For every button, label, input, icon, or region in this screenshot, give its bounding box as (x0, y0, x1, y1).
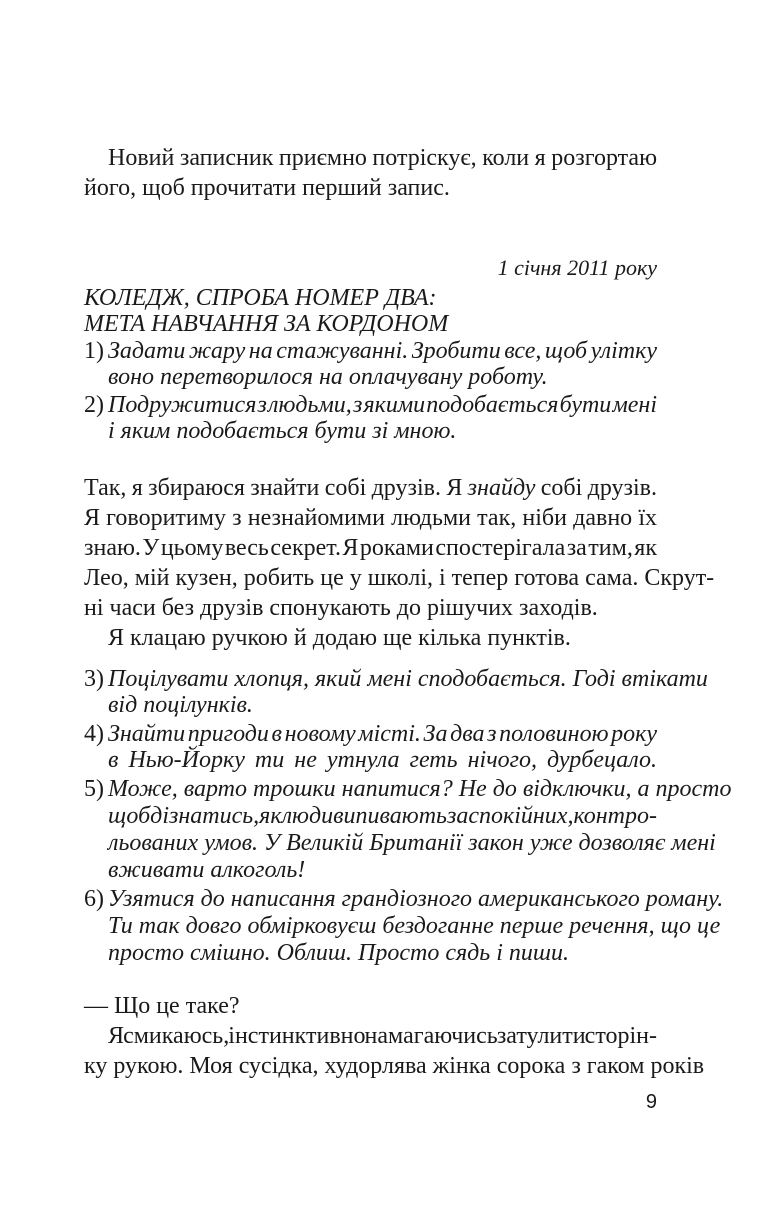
list-text: щоб дізнатись, як люди випивають за спокійних, контро- (108, 803, 657, 829)
text-line: Я клацаю ручкою й додаю ще кілька пунктів. (108, 625, 571, 651)
heading-line: МЕТА НАВЧАННЯ ЗА КОРДОНОМ (84, 311, 449, 337)
text-line: Я говоритиму з незнайомими людьми так, ніби давно їх (84, 505, 657, 531)
list-text: просто смішно. Облиш. Просто сядь і пиши. (108, 940, 570, 966)
list-text: Поцілувати хлопця, який мені сподобається. Годі втікати (108, 666, 708, 692)
text-run: Так, я збираюся знайти собі друзів. Я (84, 475, 468, 501)
list-number: 1) (84, 338, 104, 364)
list-text: Знайти пригоди в новому місті. За два з половиною року (108, 721, 657, 747)
list-text: від поцілунків. (108, 692, 253, 718)
list-number: 6) (84, 886, 104, 912)
text-line: Я смикаюсь, інстинктивно намагаючись затулити сторін- (108, 1023, 657, 1049)
text-line: — Що це таке? (84, 993, 240, 1019)
text-line: знаю. У цьому весь секрет. Я роками спостерігала за тим, як (84, 535, 657, 561)
text-line: ні часи без друзів спонукають до рішучих заходів. (84, 595, 598, 621)
text-line: його, щоб прочитати перший запис. (84, 175, 450, 201)
list-text: Ти так довго обмірковуєш бездоганне перше речення, що це (108, 913, 721, 939)
list-number: 3) (84, 666, 104, 692)
list-text: воно перетворилося на оплачувану роботу. (108, 364, 548, 390)
list-number: 5) (84, 776, 104, 802)
emphasis-text: знайду (467, 475, 536, 501)
text-line: ку рукою. Моя сусідка, худорлява жінка сорока з гаком років (84, 1053, 705, 1079)
entry-date: 1 січня 2011 року (497, 255, 657, 280)
list-text: льованих умов. У Великій Британії закон уже дозволяє мені (108, 830, 716, 856)
list-text: Задати жару на стажуванні. Зробити все, щоб улітку (108, 338, 657, 364)
text-line: Лео, мій кузен, робить це у школі, і тепер готова сама. Скрут- (84, 565, 715, 591)
list-number: 4) (84, 721, 104, 747)
list-text: Може, варто трошки напитися? Не до відключки, а просто (108, 776, 732, 802)
list-text: вживати алкоголь! (108, 857, 306, 883)
text-run: собі друзів. (535, 475, 658, 501)
page-number: 9 (645, 1091, 657, 1113)
text-line: Новий записник приємно потріскує, коли я розгортаю (108, 145, 657, 171)
text-line (84, 473, 657, 503)
list-text: в Нью-Йорку ти не утнула геть нічого, дурбецало. (108, 747, 657, 773)
list-text: і яким подобається бути зі мною. (108, 418, 457, 444)
list-number: 2) (84, 392, 104, 418)
list-text: Узятися до написання грандіозного американського роману. (108, 886, 724, 912)
heading-line: КОЛЕДЖ, СПРОБА НОМЕР ДВА: (84, 285, 437, 311)
list-text: Подружитися з людьми, з якими подобається бути мені (108, 392, 658, 418)
